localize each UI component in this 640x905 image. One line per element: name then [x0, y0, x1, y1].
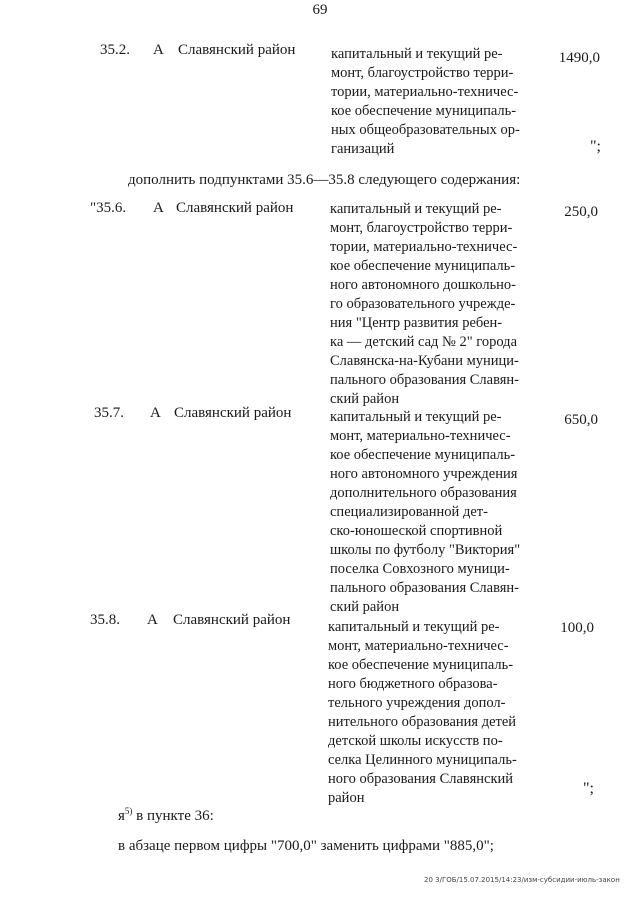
description-line: кое обеспечение муниципаль- [331, 103, 517, 119]
row-number: "35.6. [90, 200, 127, 216]
row-description [328, 618, 534, 808]
description-line: поселка Совхозного муници- [330, 561, 510, 577]
row-description [331, 45, 537, 159]
description-line: ский район [330, 391, 400, 407]
row-region: Славянский район [173, 612, 291, 628]
description-line: кое обеспечение муниципаль- [330, 258, 516, 274]
description-line: капитальный и текущий ре- [330, 201, 502, 217]
description-line: ганизаций [331, 141, 395, 157]
description-line: детской школы искусств по- [328, 733, 503, 749]
description-line: тории, материально-техничес- [331, 84, 519, 100]
closing-quote: "; [590, 138, 601, 155]
row-number: 35.7. [94, 405, 124, 421]
replace-paragraph: в абзаце первом цифры "700,0" заменить цифрами "885,0"; [118, 838, 494, 854]
description-line: район [328, 790, 365, 806]
row-letter: А [153, 200, 164, 216]
row-amount: 100,0 [560, 620, 594, 636]
description-line: Славянска-на-Кубани муници- [330, 353, 519, 369]
description-line: тории, материально-техничес- [330, 239, 518, 255]
row-letter: А [150, 405, 161, 421]
description-line: тельного учреждения допол- [328, 695, 506, 711]
row-letter: А [147, 612, 158, 628]
row-amount: 1490,0 [558, 50, 600, 66]
description-line: ка — детский сад № 2" города [330, 334, 517, 350]
row-region: Славянский район [176, 200, 294, 216]
row-amount: 250,0 [564, 204, 598, 220]
footer-stamp: 20 3/ГОБ/15.07.2015/14:23/изм-субсидии-июль-закон [424, 876, 620, 884]
description-line: монт, материально-техничес- [328, 638, 509, 654]
description-line: ных общеобразовательных ор- [331, 122, 520, 138]
description-line: нительного образования детей [328, 714, 517, 730]
supplement-text: дополнить подпунктами 35.6—35.8 следующего содержания: [128, 172, 521, 188]
description-line: монт, благоустройство терри- [331, 65, 514, 81]
row-amount: 650,0 [564, 412, 598, 428]
description-line: пального образования Славян- [330, 580, 520, 596]
description-line: ного автономного дошкольно- [330, 277, 517, 293]
row-number: 35.2. [100, 42, 130, 58]
row-region: Славянский район [174, 405, 292, 421]
item-label-sup: 5) [124, 806, 133, 816]
description-line: монт, благоустройство терри- [330, 220, 513, 236]
description-line: пального образования Славян- [330, 372, 520, 388]
description-line: ного образования Славянский [328, 771, 514, 787]
row-description [330, 200, 536, 409]
description-line: капитальный и текущий ре- [331, 46, 503, 62]
item-label-prefix: я [118, 808, 125, 824]
description-line: капитальный и текущий ре- [328, 619, 500, 635]
description-line: школы по футболу "Виктория" [330, 542, 521, 558]
description-line: ский район [330, 599, 400, 615]
description-line: ного бюджетного образова- [328, 676, 498, 692]
item-label [118, 806, 214, 825]
description-line: монт, материально-техничес- [330, 428, 511, 444]
description-line: кое обеспечение муниципаль- [328, 657, 514, 673]
description-line: ния "Центр развития ребен- [330, 315, 503, 331]
row-number: 35.8. [90, 612, 120, 628]
item-label-rest: в пункте 36: [132, 808, 214, 824]
closing-quote: "; [583, 780, 594, 797]
row-description [330, 408, 536, 617]
description-line: специализированной дет- [330, 504, 488, 520]
description-line: го образовательного учрежде- [330, 296, 516, 312]
row-letter: А [153, 42, 164, 58]
row-region: Славянский район [178, 42, 296, 58]
description-line: кое обеспечение муниципаль- [330, 447, 516, 463]
description-line: ного автономного учреждения [330, 466, 518, 482]
description-line: дополнительного образования [330, 485, 517, 501]
page-number: 69 [312, 2, 328, 18]
description-line: селка Целинного муниципаль- [328, 752, 517, 768]
description-line: капитальный и текущий ре- [330, 409, 502, 425]
description-line: ско-юношеской спортивной [330, 523, 503, 539]
